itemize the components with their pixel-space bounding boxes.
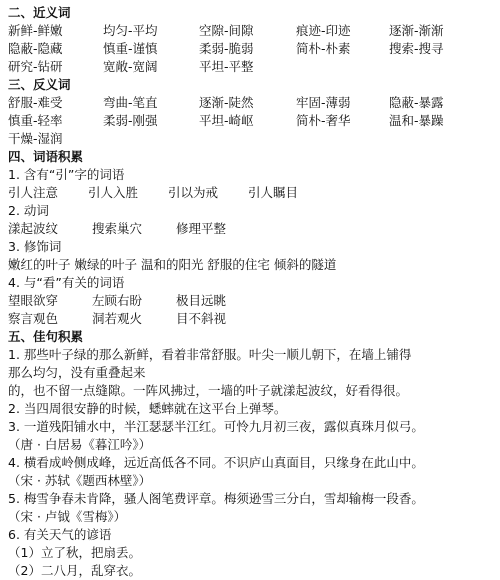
phrase: 洞若观火: [92, 311, 143, 326]
phrase: 引以为戒: [168, 185, 219, 200]
section-title-sentences: 五、佳句积累: [8, 329, 84, 344]
sentence-line: 3. 一道残阳铺水中，半江瑟瑟半江红。可怜九月初三夜，露似真珠月似弓。: [8, 419, 424, 434]
look-words-row-1: [8, 292, 494, 310]
poem-source: （唐 · 白居易《暮江吟》）: [8, 437, 152, 452]
section-title-antonyms: 三、反义词: [8, 77, 71, 92]
word-pair: 新鲜-鲜嫩: [8, 23, 63, 38]
sentence-line: 的，也不留一点缝隙。一阵风拂过，一墙的叶子就漾起波纹，好看得很。: [8, 383, 409, 398]
word-pair: 隐蔽-隐藏: [8, 41, 63, 56]
subsection-title-modifiers: 3. 修饰词: [8, 239, 62, 254]
sentence-line: 5. 梅雪争春未肯降，骚人阁笔费评章。梅须逊雪三分白，雪却输梅一段香。: [8, 491, 424, 506]
word-pair: 柔弱-刚强: [103, 113, 158, 128]
word-pair: 平坦-崎岖: [199, 113, 254, 128]
proverb-line: （2）二八月，乱穿衣。: [8, 563, 141, 578]
look-words-row-2: [8, 310, 494, 328]
antonym-row-3: [8, 130, 494, 148]
word-pair: 搜索-搜寻: [389, 41, 444, 56]
word-pair: 慎重-轻率: [8, 113, 63, 128]
yin-words-row: [8, 184, 494, 202]
phrase: 左顾右盼: [92, 293, 143, 308]
phrase: 引人瞩目: [248, 185, 299, 200]
phrase: 引人入胜: [88, 185, 139, 200]
word-pair: 逐渐-陡然: [199, 95, 254, 110]
synonym-row-3: [8, 58, 494, 76]
phrase: 漾起波纹: [8, 221, 59, 236]
phrase: 修理平整: [176, 221, 227, 236]
verbs-row: [8, 220, 494, 238]
word-pair: 弯曲-笔直: [103, 95, 158, 110]
subsection-title-verbs: 2. 动词: [8, 203, 49, 218]
word-pair: 逐渐-渐渐: [389, 23, 444, 38]
poem-source: （宋 · 苏轼《题西林壁》）: [8, 473, 152, 488]
word-pair: 研究-钻研: [8, 59, 63, 74]
proverb-title: 6. 有关天气的谚语: [8, 527, 112, 542]
synonym-row-2: [8, 40, 494, 58]
synonym-row-1: [8, 22, 494, 40]
phrase: 察言观色: [8, 311, 59, 326]
proverb-line: （1）立了秋，把扇丢。: [8, 545, 141, 560]
phrase: 目不斜视: [176, 311, 227, 326]
modifiers-text: 嫩红的叶子 嫩绿的叶子 温和的阳光 舒服的住宅 倾斜的隧道: [8, 257, 337, 272]
word-pair: 温和-暴躁: [389, 113, 444, 128]
phrase: 望眼欲穿: [8, 293, 59, 308]
word-pair: 隐蔽-暴露: [389, 95, 444, 110]
antonym-row-1: [8, 94, 494, 112]
word-pair: 空隙-间隙: [199, 23, 254, 38]
sentence-line: 那么均匀，没有重叠起来: [8, 365, 146, 380]
phrase: 引人注意: [8, 185, 59, 200]
sentence-line: 4. 横看成岭侧成峰，远近高低各不同。不识庐山真面目，只缘身在此山中。: [8, 455, 424, 470]
phrase: 搜索巢穴: [92, 221, 143, 236]
antonym-row-2: [8, 112, 494, 130]
sentence-line: 2. 当四周很安静的时候，蟋蟀就在这平台上弹琴。: [8, 401, 287, 416]
word-pair: 宽敞-宽阔: [103, 59, 158, 74]
word-pair: 痕迹-印迹: [296, 23, 351, 38]
word-pair: 简朴-奢华: [296, 113, 351, 128]
word-pair: 均匀-平均: [103, 23, 158, 38]
subsection-title-look: 4. 与“看”有关的词语: [8, 275, 125, 290]
poem-source: （宋 · 卢钺《雪梅》）: [8, 509, 127, 524]
word-pair: 干燥-湿润: [8, 131, 63, 146]
word-pair: 平坦-平整: [199, 59, 254, 74]
subsection-title-yin: 1. 含有“引”字的词语: [8, 167, 125, 182]
phrase: 极目远眺: [176, 293, 227, 308]
word-pair: 慎重-谨慎: [103, 41, 158, 56]
word-pair: 简朴-朴素: [296, 41, 351, 56]
sentence-line: 1. 那些叶子绿的那么新鲜，看着非常舒服。叶尖一顺儿朝下，在墙上铺得: [8, 347, 412, 362]
word-pair: 舒服-难受: [8, 95, 63, 110]
word-pair: 柔弱-脆弱: [199, 41, 254, 56]
word-pair: 牢固-薄弱: [296, 95, 351, 110]
section-title-synonyms: 二、近义词: [8, 5, 71, 20]
section-title-vocabulary: 四、词语积累: [8, 149, 84, 164]
